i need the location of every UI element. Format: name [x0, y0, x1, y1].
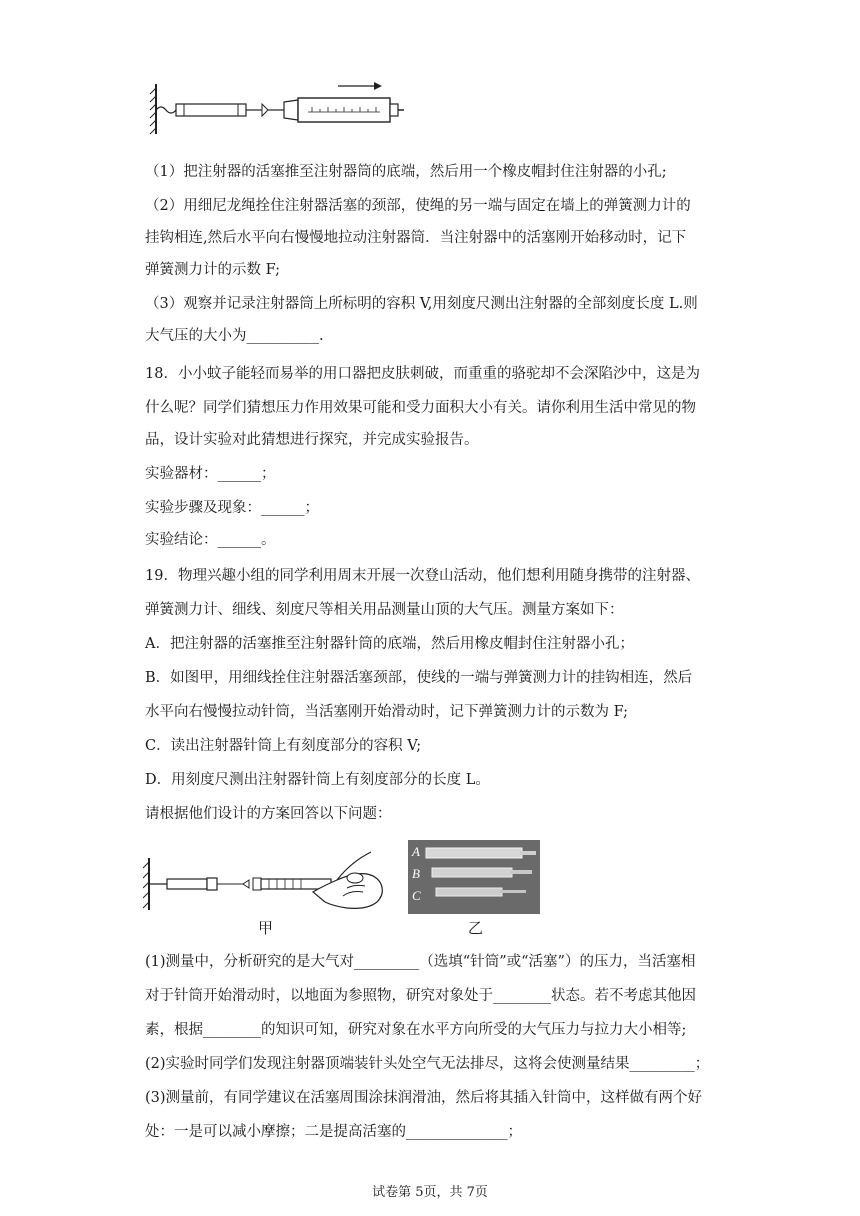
text-line: 对于针筒开始滑动时，以地面为参照物，研究对象处于________状态。若不考虑其他因	[145, 988, 696, 1004]
text-line: 处：一是可以减小摩擦；二是提高活塞的______________；	[145, 1124, 522, 1140]
text-line: （2）用细尼龙绳拴住注射器活塞的颈部，使绳的另一端与固定在墙上的弹簧测力计的	[145, 198, 691, 214]
text-line: (3)测量前，有同学建议在活塞周围涂抹润滑油，然后将其插入针筒中，这样做有两个好	[145, 1090, 703, 1106]
text-line: D．用刻度尺测出注射器针筒上有刻度部分的长度 L。	[145, 772, 490, 788]
text-line: C．读出注射器针筒上有刻度部分的容积 V;	[145, 738, 422, 754]
caption-jia: 甲	[258, 919, 274, 937]
syringe-figure-jia	[143, 848, 393, 918]
text-line: (1)测量中，分析研究的是大气对_________（选填“针筒”或“活塞”）的压力，当活塞相	[145, 954, 696, 970]
syringe-photo-yi	[408, 840, 540, 914]
photo-label-c: C	[412, 888, 421, 903]
text-line: A．把注射器的活塞推至注射器针筒的底端，然后用橡皮帽封住注射器小孔；	[145, 636, 634, 652]
text-line: 请根据他们设计的方案回答以下问题：	[145, 806, 392, 822]
photo-label-b: B	[412, 866, 420, 881]
text-line: 弹簧测力计、细线、刻度尺等相关用品测量山顶的大气压。测量方案如下：	[145, 602, 624, 618]
syringe-figure-1	[148, 78, 408, 138]
text-line: 大气压的大小为__________.	[145, 328, 324, 344]
caption-yi: 乙	[468, 919, 484, 937]
question-19: 19．物理兴趣小组的同学利用周末开展一次登山活动，他们想利用随身携带的注射器、	[145, 568, 700, 584]
text-line: 弹簧测力计的示数 F;	[145, 262, 281, 278]
text-line: 水平向右慢慢拉动针筒，当活塞刚开始滑动时，记下弹簧测力计的示数为 F;	[145, 704, 629, 720]
text-line: 品，设计实验对此猜想进行探究，并完成实验报告。	[145, 432, 479, 448]
photo-label-a: A	[412, 844, 420, 859]
text-line: （1）把注射器的活塞推至注射器筒的底端，然后用一个橡皮帽封住注射器的小孔;	[145, 164, 667, 180]
text-line: 实验器材：______；	[145, 466, 276, 482]
text-line: (2)实验时同学们发现注射器顶端装针头处空气无法排尽，这将会使测量结果_________；	[145, 1056, 710, 1072]
text-line: 挂钩相连,然后水平向右慢慢地拉动注射器筒．当注射器中的活塞刚开始移动时，记下	[145, 230, 687, 246]
text-line: （3）观察并记录注射器筒上所标明的容积 V,用刻度尺测出注射器的全部刻度长度 L.则	[145, 296, 698, 312]
text-line: 实验结论：______。	[145, 532, 276, 548]
page-footer: 试卷第 5页，共 7页	[372, 1185, 488, 1200]
question-18: 18．小小蚊子能轻而易举的用口器把皮肤刺破，而重重的骆驼却不会深陷沙中，这是为	[145, 366, 700, 382]
text-line: 素，根据________的知识可知，研究对象在水平方向所受的大气压力与拉力大小相等;	[145, 1022, 687, 1038]
text-line: 什么呢？同学们猜想压力作用效果可能和受力面积大小有关。请你利用生活中常见的物	[145, 400, 696, 416]
text-line: B．如图甲，用细线拴住注射器活塞颈部，使线的一端与弹簧测力计的挂钩相连，然后	[145, 670, 693, 686]
text-line: 实验步骤及现象：______；	[145, 500, 319, 516]
